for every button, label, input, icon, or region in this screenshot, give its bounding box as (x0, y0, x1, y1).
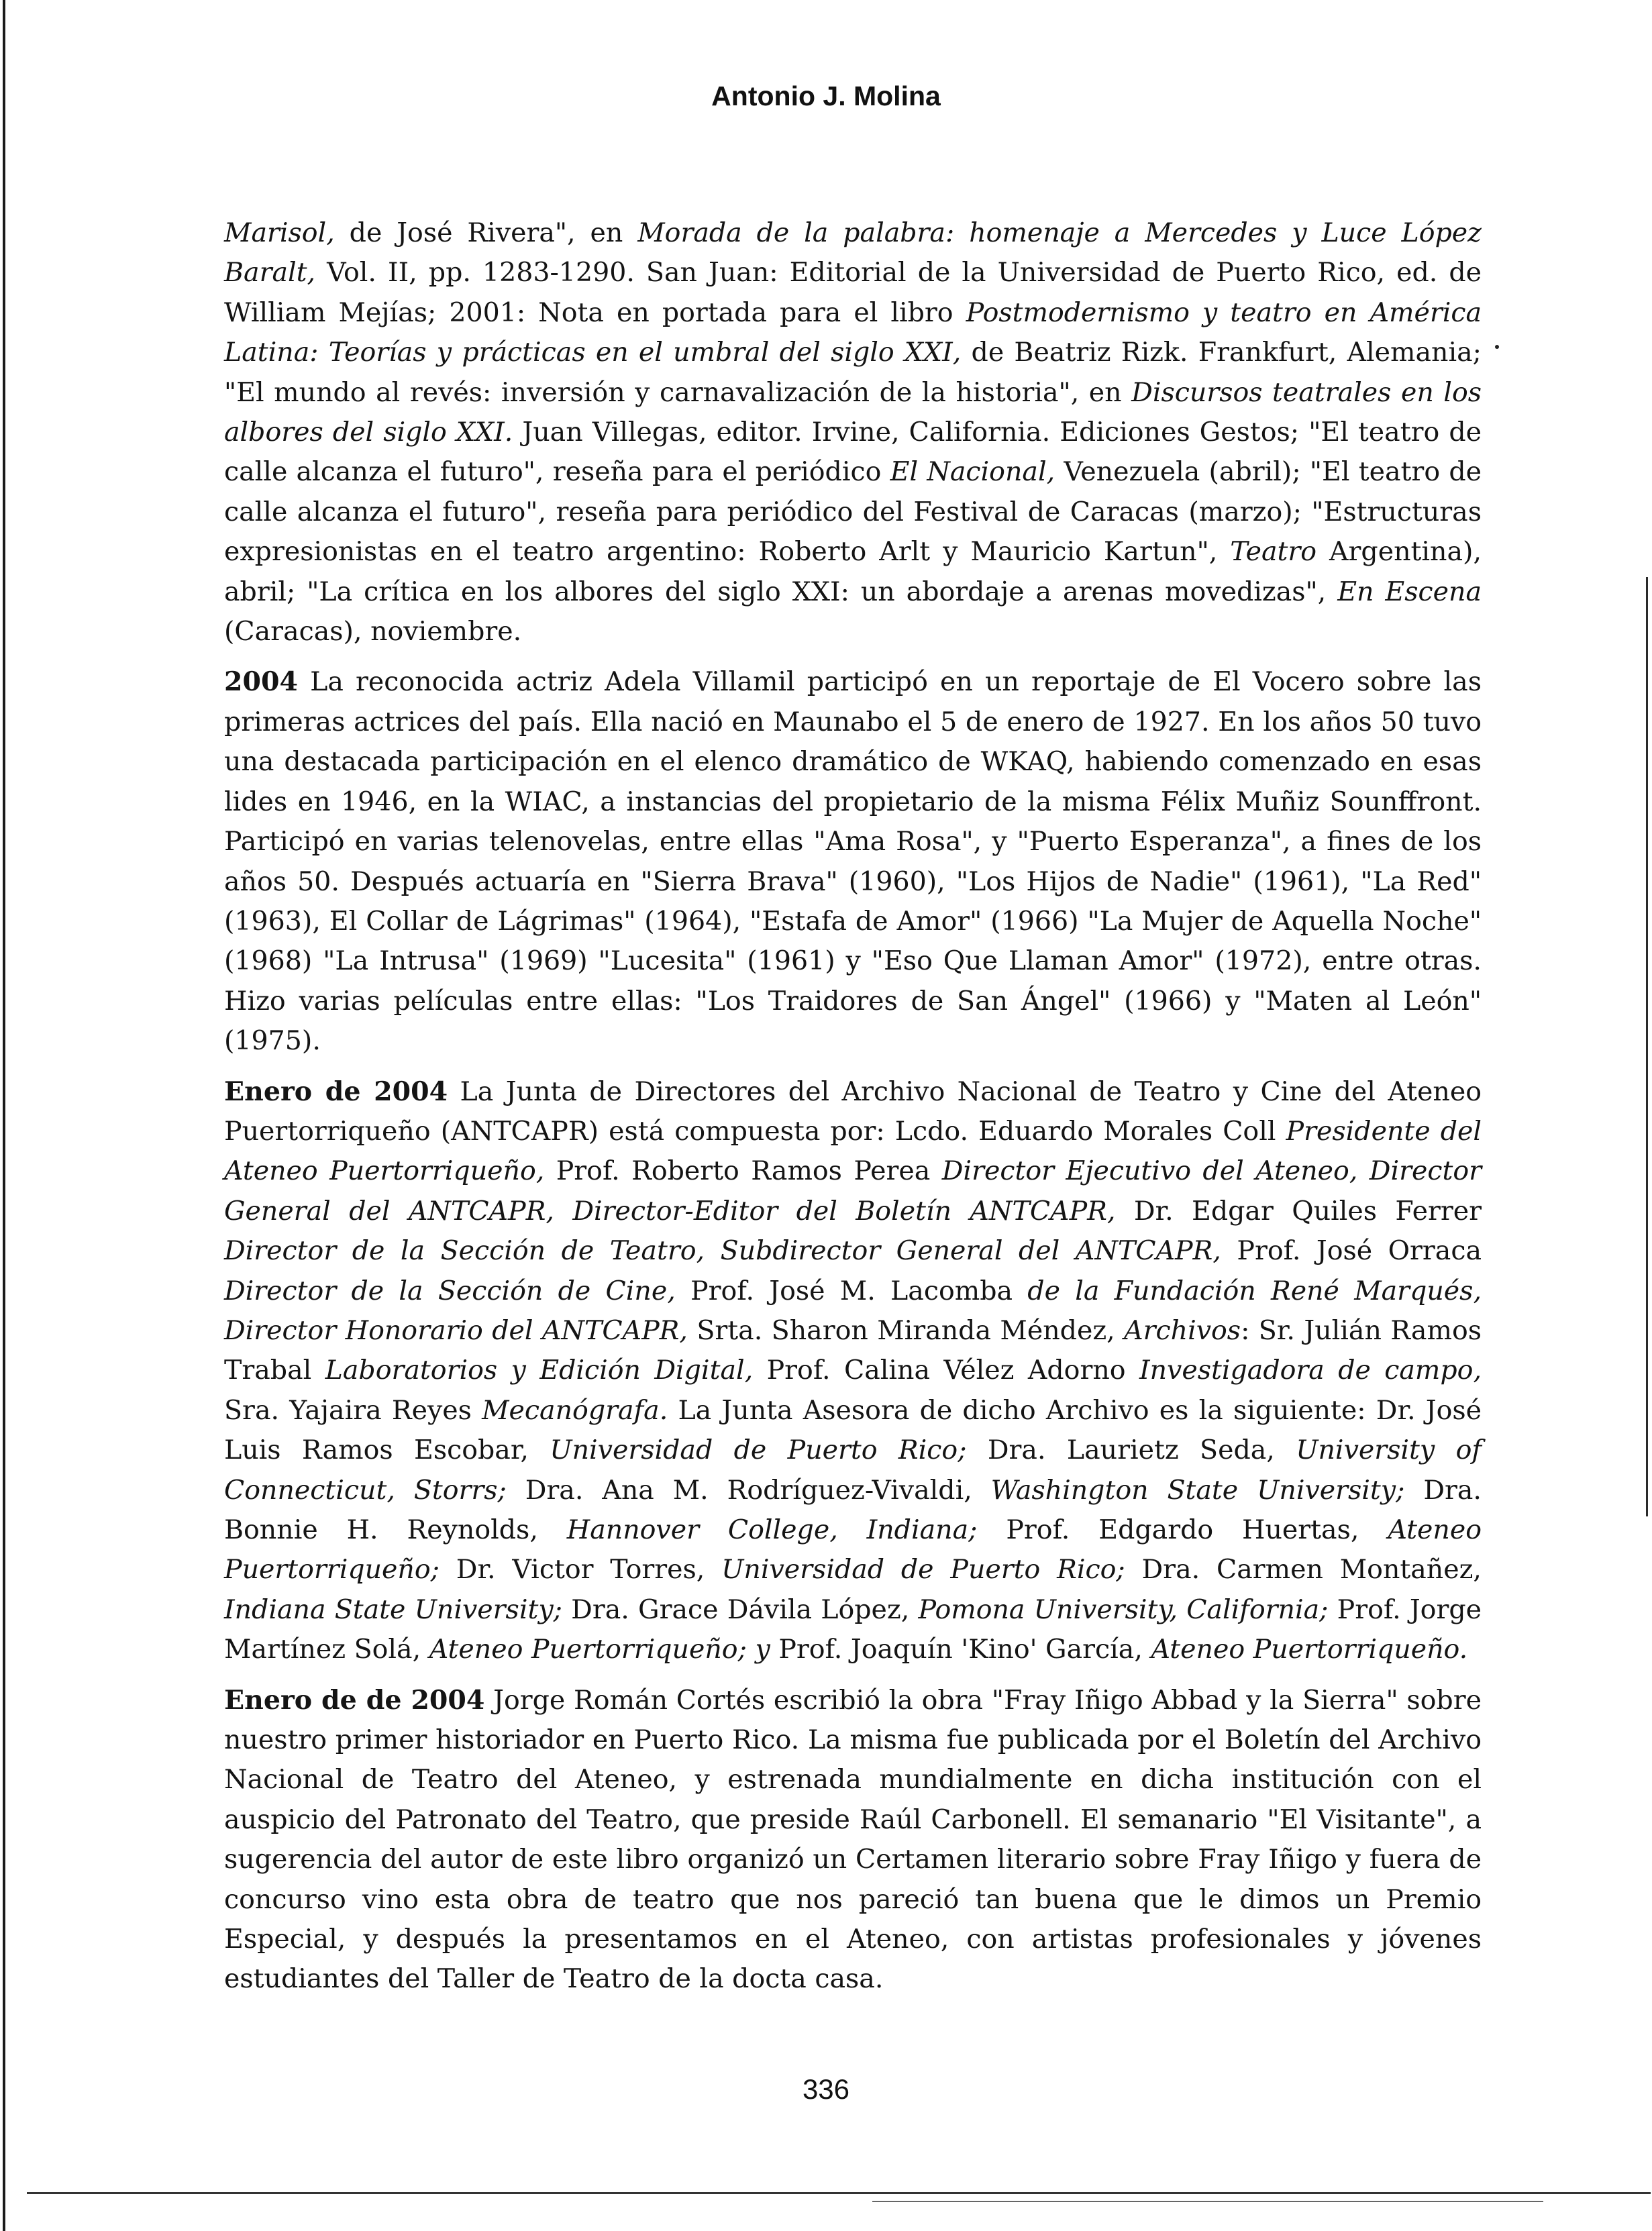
body-text (224, 213, 1482, 2010)
paragraph-enero-de-de-2004: Enero de de 2004 Jorge Román Cortés escribió la obra "Fray Iñigo Abbad y la Sierra" sobre nuestro primer historiador en Puerto Rico. La misma fue publicada por el Boletín del Archivo Nacional de Teatro del Ateneo, y estrenada mundialmente en dicha institución con el auspicio del Patronato del Teatro, que preside Raúl Carbonell. El semanario "El Visitante", a sugerencia del autor de este libro organizó un Certamen literario sobre Fray Iñigo y fuera de concurso vino esta obra de teatro que nos pareció tan buena que le dimos un Premio Especial, y después la presentamos en el Ateneo, con artistas profesionales y jóvenes estudiantes del Taller de Teatro de la docta casa. (224, 1684, 1482, 1995)
entry-date: Enero de 2004 (224, 1076, 448, 1107)
paragraph-continuation: Marisol, de José Rivera", en Morada de la palabra: homenaje a Mercedes y Luce López Baralt, Vol. II, pp. 1283-1290. San Juan: Editorial de la Universidad de Puerto Rico, ed. de William Mejías; 2001: Nota en portada para el libro Postmodernismo y teatro en América Latina: Teorías y prácticas en el umbral del siglo XXI, de Beatriz Rizk. Frankfurt, Alemania; "El mundo al revés: inversión y carnavalización de la historia", en Discursos teatrales en los albores del siglo XXI. Juan Villegas, editor. Irvine, California. Ediciones Gestos; "El teatro de calle alcanza el futuro", reseña para el periódico El Nacional, Venezuela (abril); "El teatro de calle alcanza el futuro", reseña para periódico del Festival de Caracas (marzo); "Estructuras expresionistas en el teatro argentino: Roberto Arlt y Mauricio Kartun", Teatro Argentina), abril; "La crítica en los albores del siglo XXI: un abordaje a arenas movedizas", En Escena (Caracas), noviembre. (224, 217, 1482, 647)
scan-right-edge (1646, 577, 1648, 1516)
paragraph-enero-2004: Enero de 2004 La Junta de Directores del Archivo Nacional de Teatro y Cine del Ateneo Puertorriqueño (ANTCAPR) está compuesta por: Lcdo. Eduardo Morales Coll Presidente del Ateneo Puertorriqueño, Prof. Roberto Ramos Perea Director Ejecutivo del Ateneo, Director General del ANTCAPR, Director-Editor del Boletín ANTCAPR, Dr. Edgar Quiles Ferrer Director de la Sección de Teatro, Subdirector General del ANTCAPR, Prof. José Orraca Director de la Sección de Cine, Prof. José M. Lacomba de la Fundación René Marqués, Director Honorario del ANTCAPR, Srta. Sharon Miranda Méndez, Archivos: Sr. Julián Ramos Trabal Laboratorios y Edición Digital, Prof. Calina Vélez Adorno Investigadora de campo, Sra. Yajaira Reyes Mecanógrafa. La Junta Asesora de dicho Archivo es la siguiente: Dr. José Luis Ramos Escobar, Universidad de Puerto Rico; Dra. Laurietz Seda, University of Connecticut, Storrs; Dra. Ana M. Rodríguez-Vivaldi, Washington State University; Dra. Bonnie H. Reynolds, Hannover College, Indiana; Prof. Edgardo Huertas, Ateneo Puertorriqueño; Dr. Victor Torres, Universidad de Puerto Rico; Dra. Carmen Montañez, Indiana State University; Dra. Grace Dávila López, Pomona University, California; Prof. Jorge Martínez Solá, Ateneo Puertorriqueño; y Prof. Joaquín 'Kino' García, Ateneo Puertorriqueño. (224, 1076, 1482, 1665)
stray-scan-mark (1495, 345, 1499, 349)
running-head: Antonio J. Molina (711, 81, 941, 111)
bottom-scan-rule-secondary (872, 2201, 1543, 2202)
bottom-scan-rule (27, 2192, 1651, 2194)
paragraph-2004: 2004 La reconocida actriz Adela Villamil participó en un reportaje de El Vocero sobre las primeras actrices del país. Ella nació en Maunabo el 5 de enero de 1927. En los años 50 tuvo una destacada participación en el elenco dramático de WKAQ, habiendo comenzado en esas lides en 1946, en la WIAC, a instancias del propietario de la misma Félix Muñiz Sounffront. Participó en varias telenovelas, entre ellas "Ama Rosa", y "Puerto Esperanza", a fines de los años 50. Después actuaría en "Sierra Brava" (1960), "Los Hijos de Nadie" (1961), "La Red" (1963), El Collar de Lágrimas" (1964), "Estafa de Amor" (1966) "La Mujer de Aquella Noche" (1968) "La Intrusa" (1969) "Lucesita" (1961) y "Eso Que Llaman Amor" (1972), entre otras. Hizo varias películas entre ellas: "Los Traidores de San Ángel" (1966) y "Maten al León" (1975). (224, 666, 1482, 1057)
entry-date: Enero de de 2004 (224, 1684, 485, 1716)
page-number: 336 (802, 2073, 850, 2105)
entry-date: 2004 (224, 666, 298, 698)
scan-left-edge (3, 0, 5, 2231)
